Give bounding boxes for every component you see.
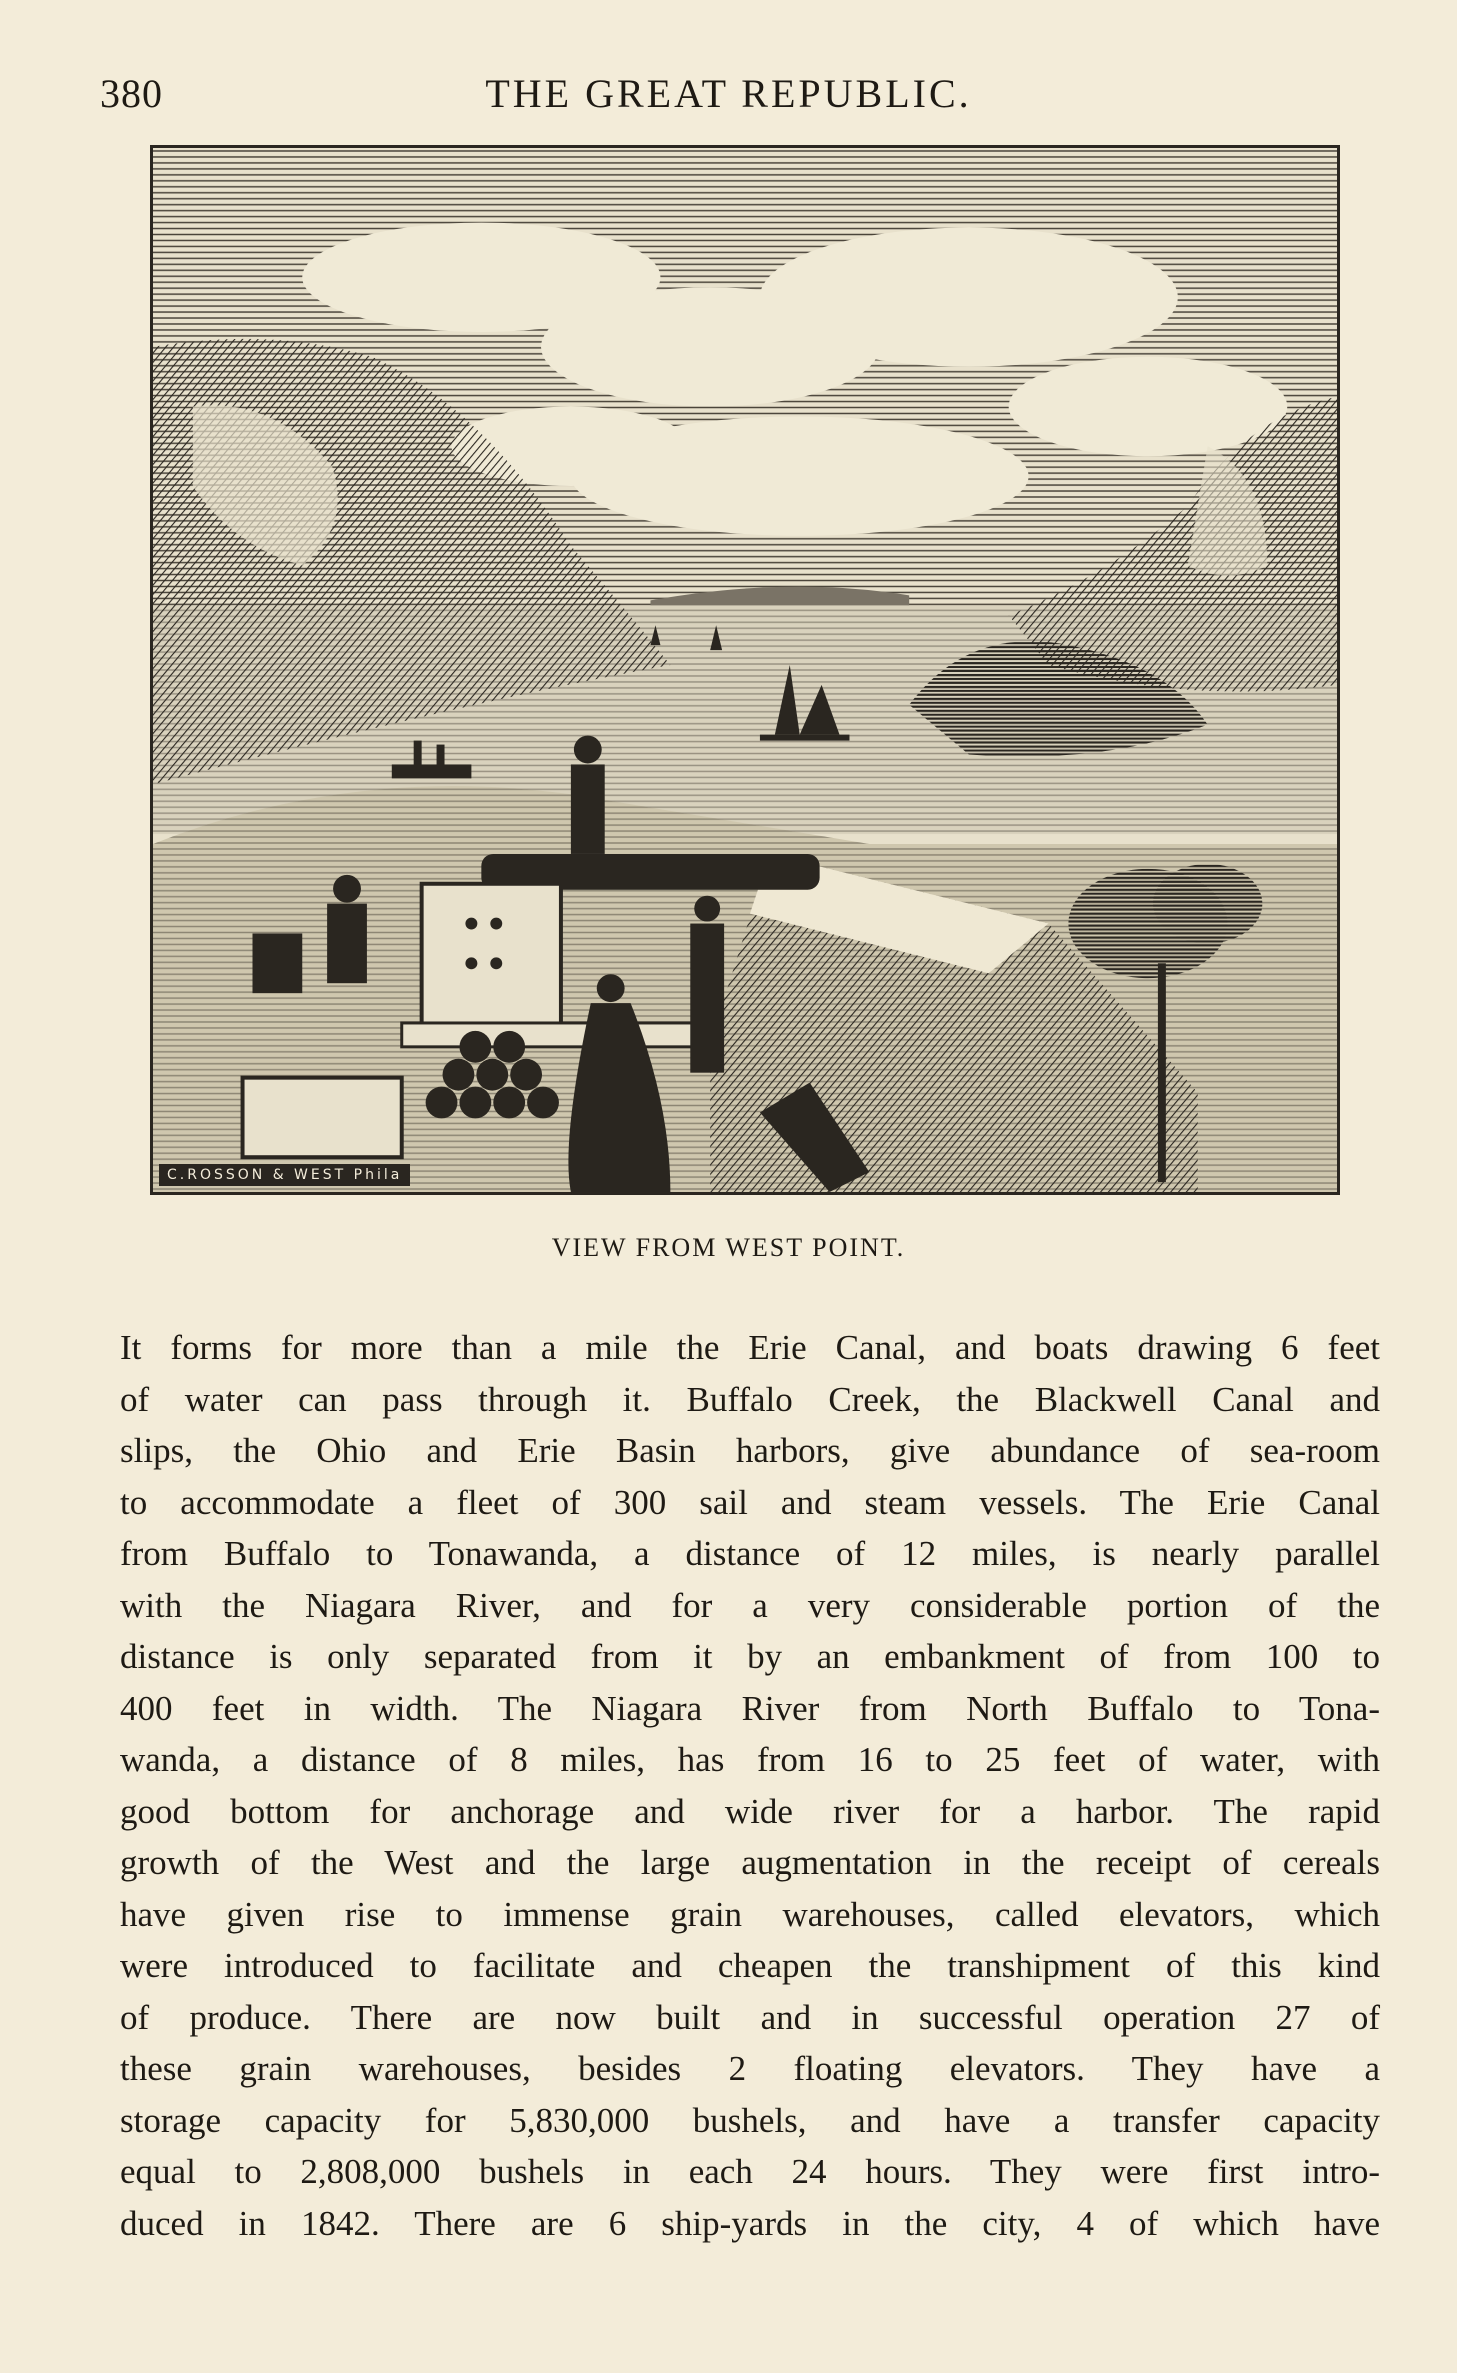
text-line: storage capacity for 5,830,000 bushels, and have a transfer capacity — [120, 2100, 1380, 2140]
text-line: It forms for more than a mile the Erie Canal, and boats drawing 6 feet — [120, 1328, 1380, 1367]
text-line: were introduced to facilitate and cheapen the transhipment of this kind — [120, 1946, 1380, 1985]
text-line: from Buffalo to Tonawanda, a distance of 12 miles, is nearly parallel — [120, 1534, 1380, 1573]
body-text — [120, 1322, 1380, 2249]
page-number: 380 — [100, 71, 163, 116]
engraving-artwork — [153, 148, 1337, 1192]
text-line: duced in 1842. There are 6 ship-yards in the city, 4 of which have — [120, 2203, 1380, 2243]
figure-caption: VIEW FROM WEST POINT. — [551, 1233, 906, 1262]
text-line: these grain warehouses, besides 2 floating elevators. They have a — [120, 2049, 1380, 2088]
text-line: slips, the Ohio and Erie Basin harbors, give abundance of sea-room — [120, 1431, 1380, 1470]
text-line: to accommodate a fleet of 300 sail and steam vessels. The Erie Canal — [120, 1482, 1380, 1522]
text-line: of produce. There are now built and in successful operation 27 of — [120, 1997, 1380, 2037]
text-line: growth of the West and the large augmentation in the receipt of cereals — [120, 1843, 1380, 1882]
text-line: 400 feet in width. The Niagara River from North Buffalo to Tona- — [120, 1688, 1380, 1728]
text-line: equal to 2,808,000 bushels in each 24 hours. They were first intro- — [120, 2152, 1380, 2191]
running-head — [0, 70, 1457, 130]
running-title: THE GREAT REPUBLIC. — [485, 71, 972, 116]
text-line: of water can pass through it. Buffalo Creek, the Blackwell Canal and — [120, 1379, 1380, 1419]
text-line: good bottom for anchorage and wide river for a harbor. The rapid — [120, 1791, 1380, 1831]
text-line: have given rise to immense grain warehouses, called elevators, which — [120, 1894, 1380, 1934]
engraver-mark: C.ROSSON & WEST Phila — [159, 1164, 410, 1186]
engraving-view-from-west-point — [150, 145, 1340, 1195]
text-line: distance is only separated from it by an embankment of from 100 to — [120, 1637, 1380, 1676]
text-line: with the Niagara River, and for a very considerable portion of the — [120, 1585, 1380, 1625]
text-line: wanda, a distance of 8 miles, has from 16 to 25 feet of water, with — [120, 1740, 1380, 1779]
